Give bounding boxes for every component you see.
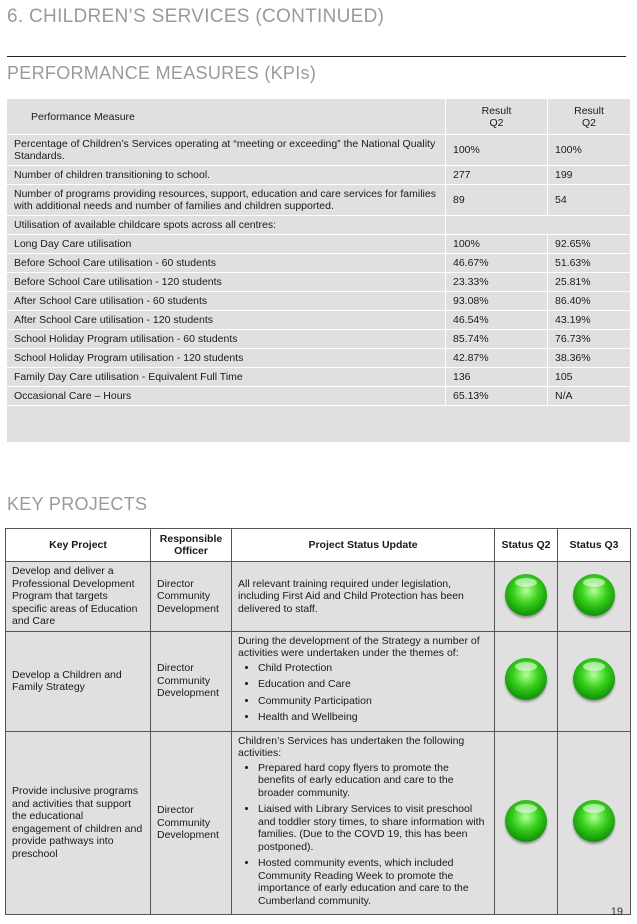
kpi-q2-value: 42.87% <box>446 349 548 368</box>
kpi-measure: Family Day Care utilisation - Equivalent Full Time <box>7 368 446 387</box>
kpi-q3-value: 199 <box>548 166 631 185</box>
kpi-q2-value: 89 <box>446 185 548 216</box>
kpi-q2-value: 46.67% <box>446 254 548 273</box>
status-update-bullet: • Community Participation <box>258 695 488 708</box>
kpi-measure: After School Care utilisation - 60 students <box>7 292 446 311</box>
kpi-row <box>7 311 631 330</box>
responsible-officer: Director Community Development <box>151 731 232 915</box>
responsible-officer: Director Community Development <box>151 562 232 632</box>
status-q2-cell <box>495 562 558 632</box>
kpi-measure: Percentage of Children’s Services operating at “meeting or exceeding” the National Quality Standards. <box>7 135 446 166</box>
kpi-q3-value: 92.65% <box>548 235 631 254</box>
kpi-col-q3: Result Q2 <box>548 99 631 135</box>
status-update-text: Children’s Services has undertaken the following activities: <box>238 734 465 759</box>
kpi-q2-value: 85.74% <box>446 330 548 349</box>
kpi-row <box>7 273 631 292</box>
col-status-update: Project Status Update <box>232 529 495 562</box>
kpi-spacer-row <box>7 406 631 443</box>
kpi-row <box>7 254 631 273</box>
kpi-measure: Number of children transitioning to school. <box>7 166 446 185</box>
kpi-q2-value: 93.08% <box>446 292 548 311</box>
projects-header-row <box>6 529 631 562</box>
page-number: 19 <box>610 906 623 918</box>
project-row <box>6 631 631 731</box>
status-q3-cell <box>558 731 631 915</box>
col-status-q3: Status Q3 <box>558 529 631 562</box>
status-green-icon <box>505 574 547 616</box>
kpi-measure: After School Care utilisation - 120 students <box>7 311 446 330</box>
kpi-q3-value: 38.36% <box>548 349 631 368</box>
kpi-row <box>7 368 631 387</box>
kpi-q3-value: 51.63% <box>548 254 631 273</box>
kpi-q2-value: 46.54% <box>446 311 548 330</box>
kpi-row <box>7 387 631 406</box>
status-update-list <box>238 762 488 908</box>
kpi-q3-value <box>548 216 631 235</box>
kpi-q2-value: 136 <box>446 368 548 387</box>
kpi-row <box>7 185 631 216</box>
kpi-q3-value: 100% <box>548 135 631 166</box>
status-update-list <box>238 662 488 724</box>
kpi-measure: Before School Care utilisation - 60 students <box>7 254 446 273</box>
col-key-project: Key Project <box>6 529 151 562</box>
divider <box>7 56 626 57</box>
status-update-bullet: • Child Protection <box>258 662 488 675</box>
status-update-text: During the development of the Strategy a number of activities were undertaken under the themes of: <box>238 634 480 659</box>
project-row <box>6 562 631 632</box>
kpi-heading: PERFORMANCE MEASURES (KPIs) <box>7 63 317 83</box>
status-q3-cell <box>558 562 631 632</box>
status-q2-cell <box>495 731 558 915</box>
kpi-measure: School Holiday Program utilisation - 60 students <box>7 330 446 349</box>
kpi-spacer-cell <box>7 406 631 443</box>
kpi-table <box>6 98 631 443</box>
section-title: 6. CHILDREN’S SERVICES (CONTINUED) <box>7 6 385 27</box>
key-project: Develop and deliver a Professional Development Program that targets specific areas of Education and Care <box>6 562 151 632</box>
status-green-icon <box>573 658 615 700</box>
kpi-q3-value: 86.40% <box>548 292 631 311</box>
status-update <box>232 731 495 915</box>
status-update-bullet: • Education and Care <box>258 678 488 691</box>
status-green-icon <box>505 800 547 842</box>
status-update-text: All relevant training required under legislation, including First Aid and Child Protection has been delivered to staff. <box>238 577 464 615</box>
kpi-measure: School Holiday Program utilisation - 120 students <box>7 349 446 368</box>
col-responsible-officer: Responsible Officer <box>151 529 232 562</box>
kpi-q3-value: 25.81% <box>548 273 631 292</box>
projects-table <box>5 528 631 915</box>
kpi-measure: Long Day Care utilisation <box>7 235 446 254</box>
kpi-q2-value <box>446 216 548 235</box>
kpi-q2-value: 23.33% <box>446 273 548 292</box>
col-status-q2: Status Q2 <box>495 529 558 562</box>
kpi-q2-value: 277 <box>446 166 548 185</box>
kpi-measure: Before School Care utilisation - 120 students <box>7 273 446 292</box>
status-update-bullet: • Liaised with Library Services to visit preschool and toddler story times, to share information with families. (Due to the COVD 19, this has been postponed). <box>258 803 488 853</box>
kpi-q3-value: N/A <box>548 387 631 406</box>
kpi-row <box>7 235 631 254</box>
kpi-q2-value: 100% <box>446 135 548 166</box>
kpi-row <box>7 166 631 185</box>
responsible-officer: Director Community Development <box>151 631 232 731</box>
kpi-q3-value: 76.73% <box>548 330 631 349</box>
status-q3-cell <box>558 631 631 731</box>
status-update <box>232 562 495 632</box>
status-update-bullet: • Prepared hard copy flyers to promote the benefits of early education and care to the broader community. <box>258 762 488 800</box>
kpi-q2-value: 100% <box>446 235 548 254</box>
key-project: Develop a Children and Family Strategy <box>6 631 151 731</box>
kpi-row <box>7 330 631 349</box>
kpi-q3-value: 43.19% <box>548 311 631 330</box>
status-update-bullet: • Hosted community events, which included Community Reading Week to promote the importance of early education and care to the Cumberland community. <box>258 857 488 907</box>
kpi-col-q2: Result Q2 <box>446 99 548 135</box>
key-project: Provide inclusive programs and activities that support the educational engagement of children and provide pathways into preschool <box>6 731 151 915</box>
kpi-q3-value: 54 <box>548 185 631 216</box>
kpi-row <box>7 349 631 368</box>
kpi-row <box>7 292 631 311</box>
kpi-measure: Occasional Care – Hours <box>7 387 446 406</box>
kpi-measure: Utilisation of available childcare spots across all centres: <box>7 216 446 235</box>
status-green-icon <box>573 574 615 616</box>
kpi-row <box>7 216 631 235</box>
kpi-measure: Number of programs providing resources, support, education and care services for families with additional needs and number of families and children supported. <box>7 185 446 216</box>
kpi-row <box>7 135 631 166</box>
project-row <box>6 731 631 915</box>
kpi-q2-value: 65.13% <box>446 387 548 406</box>
status-green-icon <box>505 658 547 700</box>
kpi-q3-value: 105 <box>548 368 631 387</box>
status-update-bullet: • Health and Wellbeing <box>258 711 488 724</box>
kpi-col-measure: Performance Measure <box>7 99 446 135</box>
status-q2-cell <box>495 631 558 731</box>
status-update <box>232 631 495 731</box>
projects-heading: KEY PROJECTS <box>7 494 148 514</box>
kpi-header-row <box>7 99 631 135</box>
status-green-icon <box>573 800 615 842</box>
